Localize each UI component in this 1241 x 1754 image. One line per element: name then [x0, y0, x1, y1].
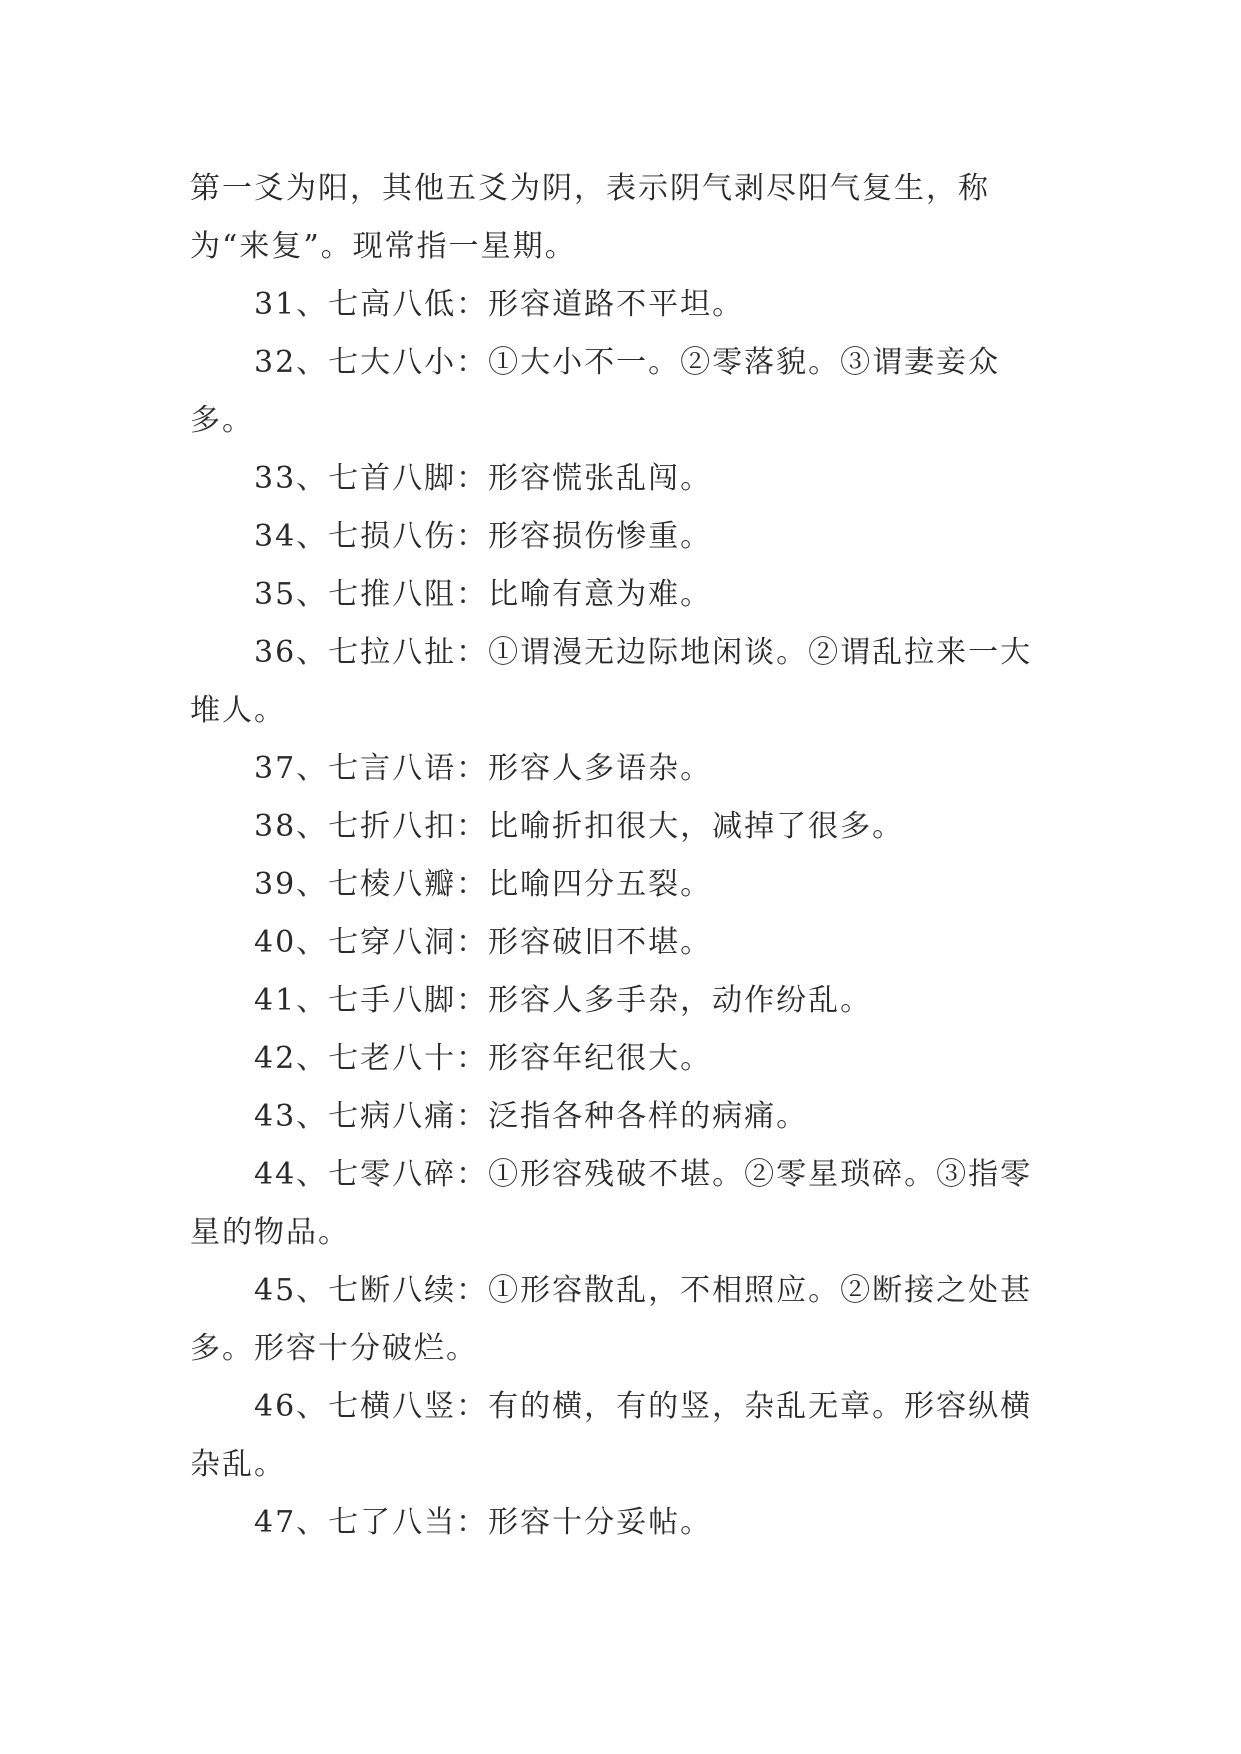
paragraph: 35、七推八阻：比喻有意为难。	[254, 577, 713, 612]
paragraph: 44、七零八碎：①形容残破不堪。②零星琐碎。③指零星的物品。	[190, 1157, 1033, 1250]
paragraph: 37、七言八语：形容人多语杂。	[254, 751, 713, 786]
paragraph: 40、七穿八洞：形容破旧不堪。	[254, 925, 713, 960]
paragraph: 33、七首八脚：形容慌张乱闯。	[254, 461, 713, 496]
paragraph: 41、七手八脚：形容人多手杂，动作纷乱。	[254, 983, 873, 1018]
paragraph: 第一爻为阳，其他五爻为阴，表示阴气剥尽阳气复生，称为“来复”。现常指一星期。	[190, 171, 990, 264]
paragraph: 31、七高八低：形容道路不平坦。	[254, 287, 745, 322]
paragraph: 42、七老八十：形容年纪很大。	[254, 1041, 713, 1076]
paragraph: 45、七断八续：①形容散乱，不相照应。②断接之处甚多。形容十分破烂。	[190, 1273, 1033, 1366]
paragraph: 39、七棱八瓣：比喻四分五裂。	[254, 867, 713, 902]
paragraph: 34、七损八伤：形容损伤惨重。	[254, 519, 713, 554]
paragraph: 36、七拉八扯：①谓漫无边际地闲谈。②谓乱拉来一大堆人。	[190, 635, 1033, 728]
paragraph: 38、七折八扣：比喻折扣很大，减掉了很多。	[254, 809, 905, 844]
paragraph: 43、七病八痛：泛指各种各样的病痛。	[254, 1099, 809, 1134]
document-body	[190, 160, 1052, 1552]
paragraph: 46、七横八竖：有的横，有的竖，杂乱无章。形容纵横杂乱。	[190, 1389, 1033, 1482]
paragraph: 47、七了八当：形容十分妥帖。	[254, 1505, 713, 1540]
paragraph: 32、七大八小：①大小不一。②零落貌。③谓妻妾众多。	[190, 345, 1001, 438]
